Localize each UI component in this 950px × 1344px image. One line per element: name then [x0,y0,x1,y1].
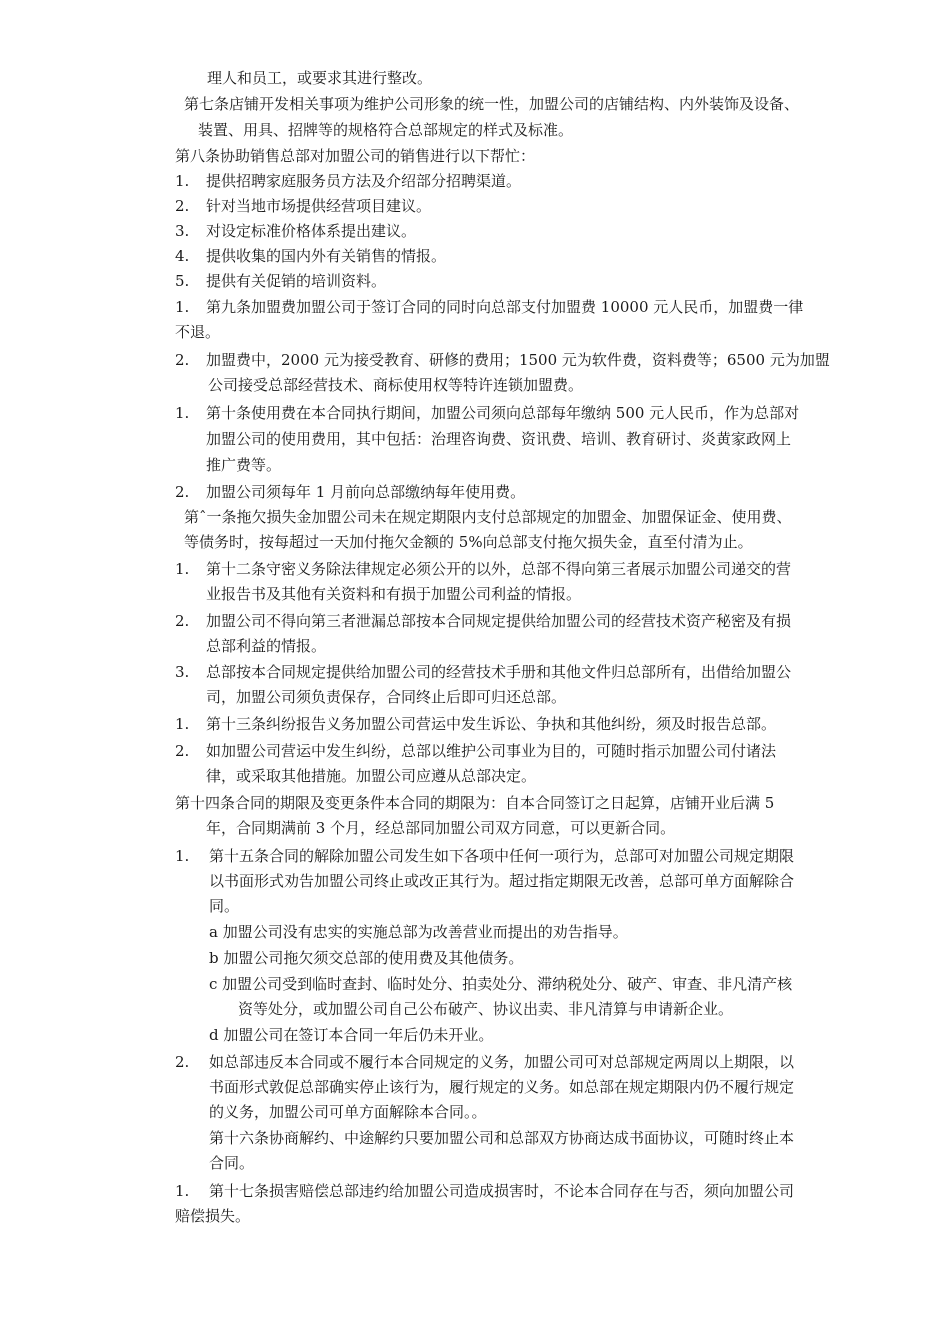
sub-item: b 加盟公司拖欠须交总部的使用费及其他债务。 [209,949,524,967]
list-item: 提供有关促销的培训资料。 [206,272,387,290]
text-line: 业报告书及其他有关资料和有损于加盟公司利益的情报。 [206,585,582,603]
text-line: 资等处分，或加盟公司自己公布破产、协议出卖、非凡清算与申请新企业。 [238,1000,734,1018]
list-item: 如总部违反本合同或不履行本合同规定的义务，加盟公司可对总部规定两周以上期限，以 [209,1053,795,1071]
text-line: 以书面形式劝告加盟公司终止或改正其行为。超过指定期限无改善，总部可单方面解除合 [209,872,795,890]
list-number: 1. [175,560,190,578]
text-line: 第七条店铺开发相关事项为维护公司形象的统一性，加盟公司的店铺结构、内外装饰及设备、 [184,95,800,113]
list-number: 2. [175,197,190,215]
list-item: 第十五条合同的解除加盟公司发生如下各项中任何一项行为，总部可对加盟公司规定期限 [209,847,795,865]
list-number: 2. [175,1053,190,1071]
text-line: 不退。 [175,323,221,341]
list-number: 1. [175,715,190,733]
list-number: 2. [175,483,190,501]
text-line: 加盟公司的使用费用，其中包括：治理咨询费、资讯费、培训、教育研讨、炎黄家政网上 [206,430,792,448]
list-item: 对设定标准价格体系提出建议。 [206,222,417,240]
sub-item: d 加盟公司在签订本合同一年后仍未开业。 [209,1026,494,1044]
list-number: 4. [175,247,190,265]
list-item: 第十七条损害赔偿总部违约给加盟公司造成损害时，不论本合同存在与否，须向加盟公司 [209,1182,795,1200]
text-line: 装置、用具、招牌等的规格符合总部规定的样式及标准。 [198,121,574,139]
list-number: 1. [175,1182,190,1200]
list-item: 第十二条守密义务除法律规定必须公开的以外，总部不得向第三者展示加盟公司递交的营 [206,560,792,578]
text-line: 等债务时，按每超过一天加付拖欠金额的 5%向总部支付拖欠损失金，直至付清为止。 [184,533,753,551]
list-item: 第九条加盟费加盟公司于签订合同的同时向总部支付加盟费 10000 元人民币，加盟费一律 [206,298,804,316]
list-item: 加盟公司不得向第三者泄漏总部按本合同规定提供给加盟公司的经营技术资产秘密及有损 [206,612,792,630]
text-line: 第ˆ一条拖欠损失金加盟公司未在规定期限内支付总部规定的加盟金、加盟保证金、使用费、 [184,508,792,526]
text-line: 公司接受总部经营技术、商标使用权等特许连锁加盟费。 [208,376,584,394]
list-item: 第十三条纠纷报告义务加盟公司营运中发生诉讼、争执和其他纠纷，须及时报告总部。 [206,715,777,733]
list-item: 如加盟公司营运中发生纠纷，总部以维护公司事业为目的，可随时指示加盟公司付诸法 [206,742,777,760]
text-line: 同。 [209,897,240,915]
list-number: 5. [175,272,190,290]
list-item: 提供招聘家庭服务员方法及介绍部分招聘渠道。 [206,172,522,190]
list-number: 2. [175,612,190,630]
text-line: 赔偿损失。 [175,1207,251,1225]
text-line: 第十四条合同的期限及变更条件本合同的期限为：自本合同签订之日起算，店铺开业后满 5 [175,794,775,812]
sub-item: c 加盟公司受到临时查封、临时处分、拍卖处分、滞纳税处分、破产、审查、非凡清产核 [209,975,793,993]
list-item: 提供收集的国内外有关销售的情报。 [206,247,447,265]
list-number: 2. [175,742,190,760]
list-number: 3. [175,663,190,681]
list-number: 1. [175,404,190,422]
text-line: 第十六条协商解约、中途解约只要加盟公司和总部双方协商达成书面协议，可随时终止本 [209,1129,795,1147]
text-line: 推广费等。 [206,456,282,474]
text-line: 理人和员工，或要求其进行整改。 [207,69,433,87]
text-line: 司，加盟公司须负责保存，合同终止后即可归还总部。 [206,688,567,706]
text-line: 总部利益的情报。 [206,637,327,655]
list-item: 总部按本合同规定提供给加盟公司的经营技术手册和其他文件归总部所有，出借给加盟公 [206,663,792,681]
text-line: 书面形式敦促总部确实停止该行为，履行规定的义务。如总部在规定期限内仍不履行规定 [209,1078,795,1096]
list-number: 3. [175,222,190,240]
text-line: 的义务，加盟公司可单方面解除本合同。。 [209,1103,487,1121]
list-item: 加盟公司须每年 1 月前向总部缴纳每年使用费。 [206,483,526,501]
list-item: 针对当地市场提供经营项目建议。 [206,197,432,215]
list-item: 加盟费中，2000 元为接受教育、研修的费用；1500 元为软件费，资料费等；6500 元为加盟 [206,351,830,369]
list-number: 1. [175,298,190,316]
sub-item: a 加盟公司没有忠实的实施总部为改善营业而提出的劝告指导。 [209,923,628,941]
text-line: 年，合同期满前 3 个月，经总部同加盟公司双方同意，可以更新合同。 [206,819,676,837]
list-number: 1. [175,847,190,865]
text-line: 律，或采取其他措施。加盟公司应遵从总部决定。 [206,767,537,785]
list-number: 2. [175,351,190,369]
list-item: 第十条使用费在本合同执行期间，加盟公司须向总部每年缴纳 500 元人民币，作为总部对 [206,404,800,422]
list-number: 1. [175,172,190,190]
text-line: 第八条协助销售总部对加盟公司的销售进行以下帮忙： [175,147,536,165]
text-line: 合同。 [209,1154,255,1172]
